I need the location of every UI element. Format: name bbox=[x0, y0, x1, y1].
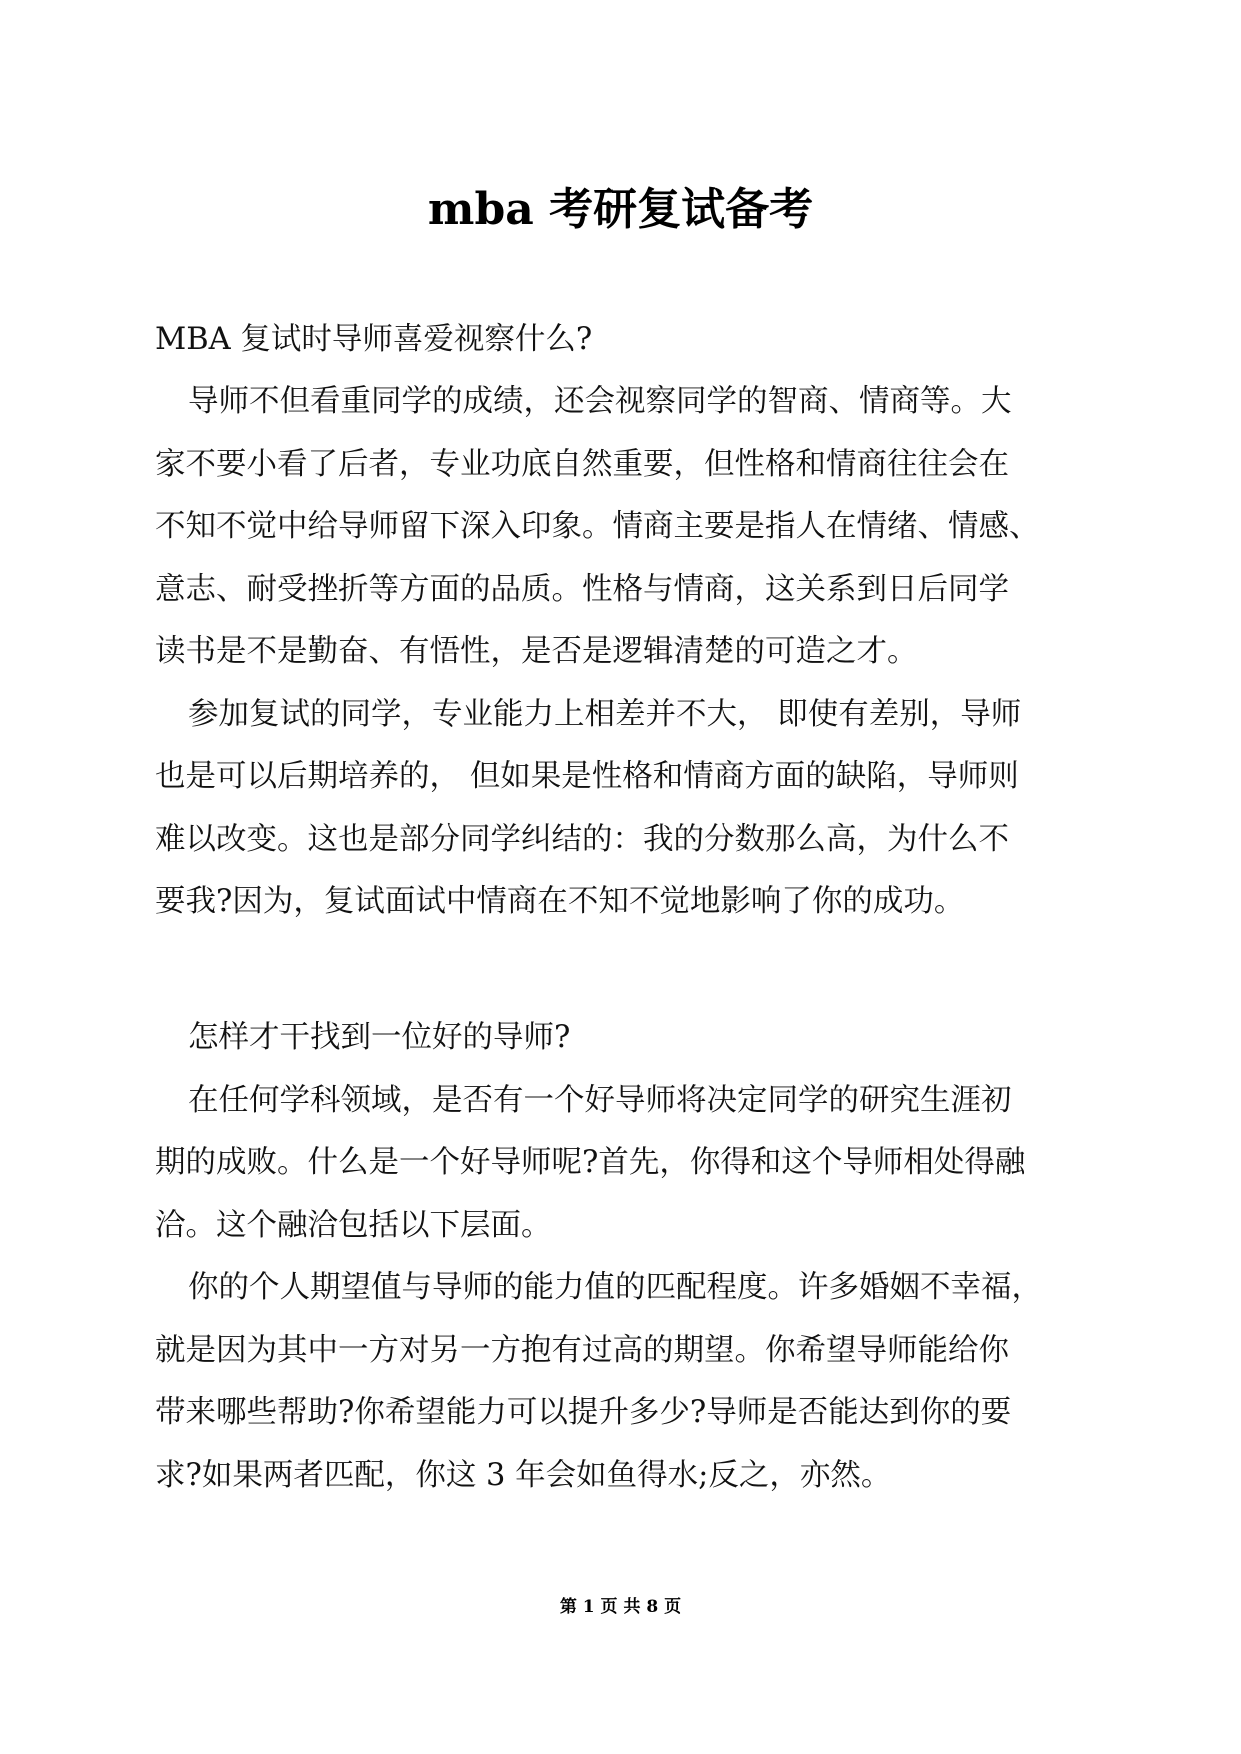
paragraph-line: 就是因为其中一方对另一方抱有过高的期望。你希望导师能给你 bbox=[155, 1333, 1009, 1368]
section-heading: 怎样才干找到一位好的导师? bbox=[188, 1020, 571, 1055]
paragraph-line: 参加复试的同学，专业能力上相差并不大， 即使有差别，导师 bbox=[188, 697, 1022, 732]
paragraph-line: 家不要小看了后者，专业功底自然重要，但性格和情商往往会在 bbox=[155, 447, 1009, 482]
paragraph-line: 难以改变。这也是部分同学纠结的：我的分数那么高，为什么不 bbox=[155, 822, 1009, 857]
paragraph-line: 不知不觉中给导师留下深入印象。情商主要是指人在情绪、情感、 bbox=[155, 509, 1040, 544]
paragraph-line: 你的个人期望值与导师的能力值的匹配程度。许多婚姻不幸福， bbox=[188, 1270, 1042, 1305]
paragraph-line: 导师不但看重同学的成绩，还会视察同学的智商、情商等。大 bbox=[188, 384, 1012, 419]
document-title: mba 考研复试备考 bbox=[427, 184, 814, 235]
paragraph-line: 读书是不是勤奋、有悟性，是否是逻辑清楚的可造之才。 bbox=[155, 634, 918, 669]
paragraph-line: 带来哪些帮助?你希望能力可以提升多少?导师是否能达到你的要 bbox=[155, 1395, 1012, 1430]
paragraph-line: 意志、耐受挫折等方面的品质。性格与情商，这关系到日后同学 bbox=[155, 572, 1009, 607]
paragraph-line: 期的成败。什么是一个好导师呢?首先，你得和这个导师相处得融 bbox=[155, 1145, 1026, 1180]
paragraph-line: MBA 复试时导师喜爱视察什么? bbox=[155, 322, 593, 357]
paragraph-line: 也是可以后期培养的， 但如果是性格和情商方面的缺陷，导师则 bbox=[155, 759, 1019, 794]
paragraph-line: 要我?因为，复试面试中情商在不知不觉地影响了你的成功。 bbox=[155, 884, 965, 919]
paragraph-line: 在任何学科领域，是否有一个好导师将决定同学的研究生涯初 bbox=[188, 1083, 1012, 1118]
paragraph-line: 洽。这个融洽包括以下层面。 bbox=[155, 1208, 552, 1243]
page-footer: 第 1 页 共 8 页 bbox=[559, 1597, 682, 1617]
paragraph-line: 求?如果两者匹配，你这 3 年会如鱼得水;反之，亦然。 bbox=[155, 1458, 892, 1493]
